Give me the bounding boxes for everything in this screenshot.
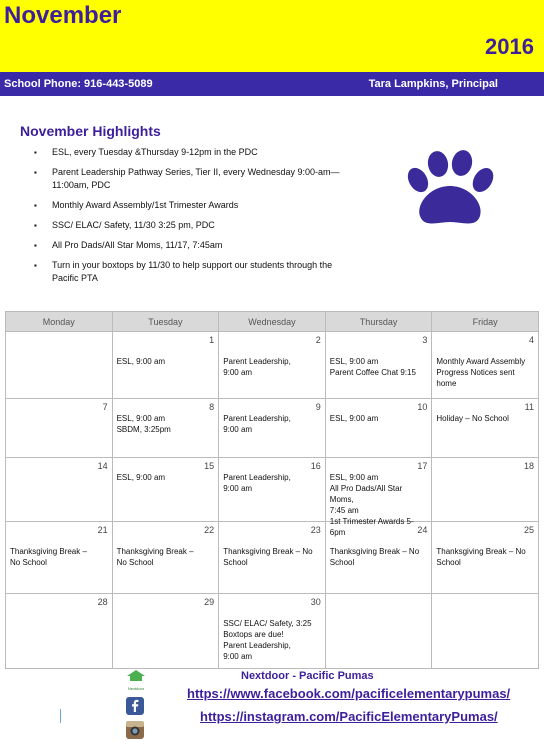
day-events: [223, 356, 322, 378]
day-number: 29: [204, 597, 215, 607]
highlights-list: [24, 146, 354, 292]
day-number: 15: [204, 461, 215, 471]
day-number: 22: [204, 525, 215, 535]
facebook-icon[interactable]: [126, 697, 146, 715]
calendar-day-cell: [219, 458, 326, 522]
calendar-day-cell: [6, 594, 113, 669]
event-line: ESL, 9:00 am: [329, 473, 379, 482]
calendar-week: [6, 332, 539, 399]
day-events: [223, 472, 322, 494]
day-header: Friday: [432, 312, 539, 332]
calendar-week: [6, 458, 539, 522]
calendar-day-cell: [432, 332, 539, 399]
event-line: Thanksgiving Break –: [116, 547, 194, 556]
day-events: [330, 413, 429, 424]
highlight-item: ▪ SSC/ ELAC/ Safety, 11/30 3:25 pm, PDC: [24, 219, 354, 232]
calendar-day-cell: [6, 458, 113, 522]
event-line: No School: [10, 558, 47, 567]
day-number: 2: [315, 335, 321, 345]
calendar-week: [6, 594, 539, 669]
day-header: Tuesday: [112, 312, 219, 332]
event-line: All Pro Dads/All Star Moms,: [329, 484, 403, 504]
event-line: 9:00 am: [223, 484, 253, 493]
event-line: Parent Leadership,: [223, 357, 291, 366]
day-number: 24: [417, 525, 428, 535]
event-line: Boxtops are due!: [223, 630, 284, 639]
calendar-day-cell: [432, 399, 539, 458]
header-banner: [0, 0, 544, 72]
event-line: Thanksgiving Break – No: [223, 547, 313, 556]
year-title: 2016: [485, 34, 534, 59]
day-header: Monday: [6, 312, 113, 332]
highlight-item: ▪ All Pro Dads/All Star Moms, 11/17, 7:45am: [24, 239, 354, 252]
event-line: Parent Leadership,: [223, 414, 291, 423]
event-line: ESL, 9:00 am: [116, 414, 166, 423]
calendar-day-cell: [112, 522, 219, 594]
event-line: ESL, 9:00 am: [116, 357, 166, 366]
event-line: SSC/ ELAC/ Safety, 3:25: [223, 619, 312, 628]
calendar-day-cell: [325, 332, 432, 399]
calendar-day-cell: [112, 594, 219, 669]
calendar-day-cell: [112, 399, 219, 458]
event-line: No School: [116, 558, 154, 567]
event-line: Thanksgiving Break – No: [436, 547, 526, 556]
event-line: Parent Leadership,: [223, 641, 291, 650]
calendar-day-cell: [325, 522, 432, 594]
day-events: [436, 546, 535, 568]
day-number: 17: [417, 461, 428, 471]
facebook-link[interactable]: https://www.facebook.com/pacificelementarypumas/: [187, 686, 511, 701]
calendar-day-cell: [6, 332, 113, 399]
calendar-day-cell: [325, 399, 432, 458]
day-number: 16: [310, 461, 321, 471]
month-title: November: [4, 2, 122, 29]
instagram-link[interactable]: https://instagram.com/PacificElementaryPumas/: [200, 709, 498, 724]
day-number: 30: [310, 597, 321, 607]
calendar-day-cell: [219, 522, 326, 594]
calendar-day-cell: [6, 522, 113, 594]
day-number: 18: [523, 461, 534, 471]
event-line: SBDM, 3:25pm: [116, 425, 171, 434]
day-events: [330, 546, 429, 568]
day-number: 3: [422, 335, 428, 345]
day-events: [117, 413, 216, 435]
event-line: Thanksgiving Break – No: [329, 547, 420, 556]
day-events: [223, 618, 322, 662]
day-events: [223, 546, 322, 568]
day-events: [10, 546, 109, 568]
day-number: 14: [97, 461, 108, 471]
day-number: 28: [97, 597, 108, 607]
day-number: 9: [315, 402, 321, 412]
paw-print-icon: [400, 150, 500, 232]
day-number: 11: [524, 402, 534, 412]
day-events: [117, 472, 216, 483]
highlight-item: ▪ ESL, every Tuesday &Thursday 9-12pm in the PDC: [24, 146, 354, 159]
day-events: [436, 356, 535, 389]
event-line: ESL, 9:00 am: [116, 473, 166, 482]
calendar-day-cell: [219, 332, 326, 399]
event-line: 9:00 am: [223, 652, 253, 661]
event-line: 9:00 am: [223, 368, 253, 377]
calendar-week: [6, 522, 539, 594]
highlight-item: ▪ Turn in your boxtops by 11/30 to help support our students through the Pacific PTA: [24, 259, 354, 285]
event-line: 9:00 am: [223, 425, 253, 434]
calendar-day-cell: [325, 594, 432, 669]
event-line: 1st Trimester Awards 5-6pm: [329, 517, 414, 537]
highlight-item: ▪ Monthly Award Assembly/1st Trimester Awards: [24, 199, 354, 212]
event-line: Thanksgiving Break –: [10, 547, 87, 556]
november-calendar: [5, 311, 539, 669]
day-number: 4: [528, 335, 534, 345]
day-number: 25: [523, 525, 534, 535]
calendar-day-cell: [432, 458, 539, 522]
day-events: [117, 546, 216, 568]
event-line: ESL, 9:00 am: [329, 414, 379, 423]
day-events: [330, 356, 429, 378]
event-line: ESL, 9:00 am: [329, 357, 379, 366]
highlight-item: ▪ Parent Leadership Pathway Series, Tier II, every Wednesday 9:00-am—11:00am, PDC: [24, 166, 354, 192]
calendar-day-cell: [6, 399, 113, 458]
event-line: School: [329, 558, 355, 567]
event-line: Monthly Award Assembly: [436, 357, 526, 366]
day-number: 8: [209, 402, 215, 412]
event-line: home: [436, 379, 457, 388]
calendar-day-cell: [432, 522, 539, 594]
calendar-day-cell: [112, 332, 219, 399]
day-events: [223, 413, 322, 435]
calendar-day-cell: [219, 594, 326, 669]
day-header: Wednesday: [219, 312, 326, 332]
highlights-title: November Highlights: [20, 123, 161, 139]
day-number: 21: [97, 525, 108, 535]
nextdoor-label: Nextdoor - Pacific Pumas: [241, 670, 374, 682]
event-line: 7:45 am: [329, 506, 359, 515]
day-number: 1: [209, 335, 215, 345]
event-line: School: [436, 558, 461, 567]
principal-name: Tara Lampkins, Principal: [368, 78, 498, 90]
info-bar: [0, 72, 544, 96]
calendar-day-cell: [219, 399, 326, 458]
calendar-day-cell: [112, 458, 219, 522]
instagram-icon[interactable]: [126, 721, 146, 739]
event-line: Parent Leadership,: [223, 473, 291, 482]
day-number: 10: [417, 402, 428, 412]
day-number: 7: [102, 402, 108, 412]
day-number: 23: [310, 525, 321, 535]
event-line: Parent Coffee Chat 9:15: [329, 368, 416, 377]
school-phone: School Phone: 916-443-5089: [4, 78, 153, 90]
day-events: [436, 413, 535, 424]
calendar-day-cell: [432, 594, 539, 669]
nextdoor-icon[interactable]: Nextdoor: [126, 668, 146, 686]
day-events: [117, 356, 216, 367]
event-line: Progress Notices sent: [436, 368, 515, 377]
calendar-week: [6, 399, 539, 458]
day-header: Thursday: [325, 312, 432, 332]
event-line: Holiday – No School: [436, 414, 509, 423]
event-line: School: [223, 558, 248, 567]
divider-line: [60, 709, 61, 723]
